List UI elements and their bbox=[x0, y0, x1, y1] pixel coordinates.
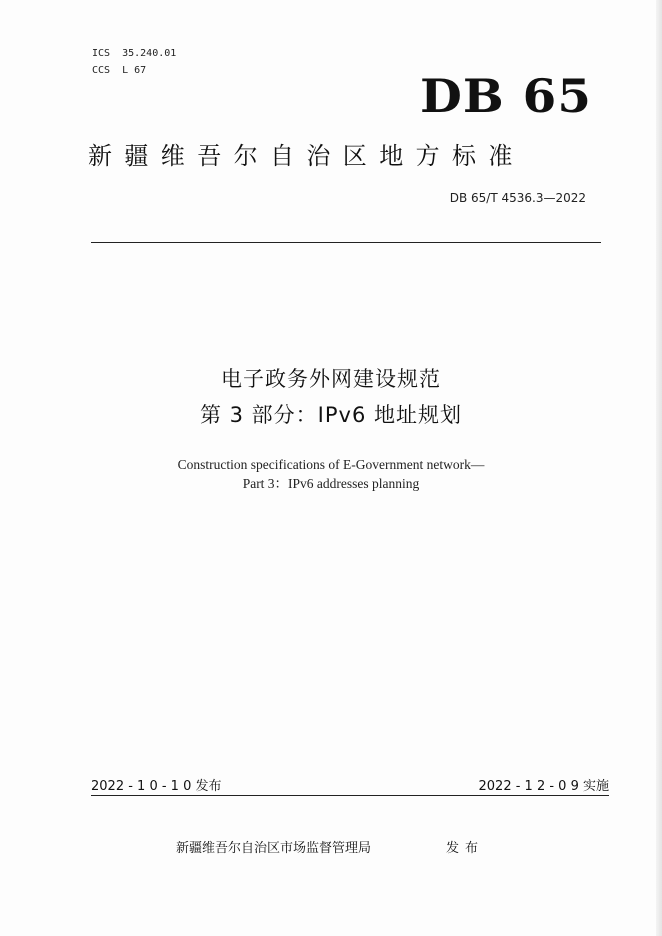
english-title-line1: Construction specifications of E-Government network— bbox=[177, 457, 485, 472]
document-title-line1: 电子政务外网建设规范 bbox=[221, 367, 441, 391]
db-mark-logo: DB 65 bbox=[420, 69, 593, 123]
document-title-line2: 第 3 部分：IPv6 地址规划 bbox=[199, 403, 463, 427]
ics-code: ICS 35.240.01 bbox=[92, 48, 177, 59]
classification-codes bbox=[92, 45, 176, 79]
bottom-divider bbox=[91, 795, 609, 796]
standard-category-title: 新疆维吾尔自治区地方标准 bbox=[88, 142, 525, 170]
standard-number: DB 65/T 4536.3—2022 bbox=[449, 191, 586, 205]
top-divider bbox=[91, 242, 601, 243]
publisher-name: 新疆维吾尔自治区市场监督管理局 bbox=[176, 841, 372, 856]
issue-date: 2022 - 1 0 - 1 0 发布 bbox=[91, 779, 222, 794]
english-title-line2: Part 3：IPv6 addresses planning bbox=[242, 476, 420, 491]
implementation-date: 2022 - 1 2 - 0 9 实施 bbox=[478, 779, 609, 794]
publish-label: 发布 bbox=[446, 841, 485, 856]
ccs-code: CCS L 67 bbox=[92, 65, 147, 76]
